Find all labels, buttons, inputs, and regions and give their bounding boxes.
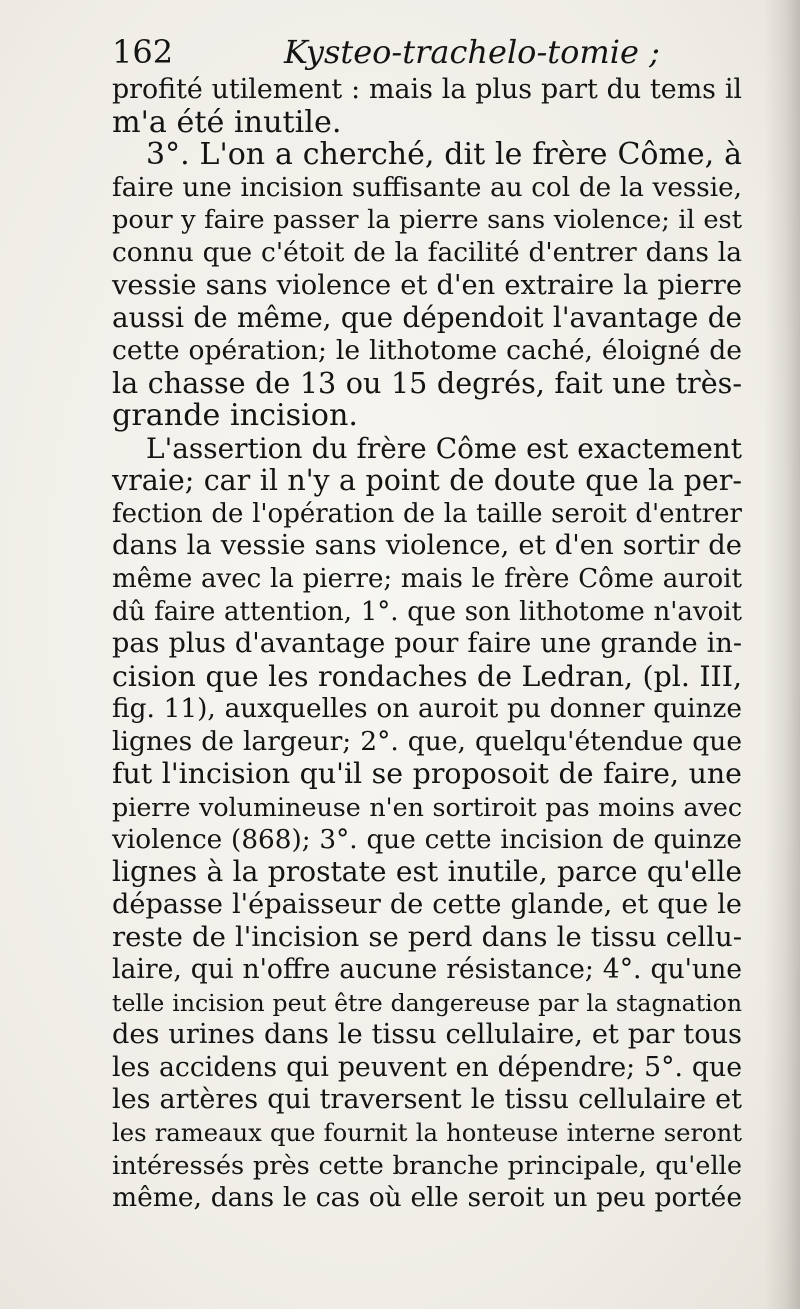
text-line: profité utilement : mais la plus part du tems il: [112, 74, 742, 105]
text-line: dépasse l'épaisseur de cette glande, et que le: [112, 888, 742, 920]
text-line: cision que les rondaches de Ledran, (pl. III,: [112, 659, 742, 693]
text-line: aussi de même, que dépendoit l'avantage de: [112, 301, 742, 335]
text-line: fig. 11), auxquelles on auroit pu donner quinze: [112, 694, 742, 725]
text-line: vraie; car il n'y a point de doute que la per-: [112, 464, 742, 498]
text-line: vessie sans violence et d'en extraire la pierre: [112, 269, 742, 301]
body-text: [112, 74, 742, 1215]
text-line: des urines dans le tissu cellulaire, et par tous: [112, 1019, 742, 1051]
text-line: pierre volumineuse n'en sortiroit pas moins avec: [112, 792, 742, 823]
running-title: Kysteo-trachelo-tomie ;: [284, 33, 660, 71]
page-header: [112, 28, 660, 76]
text-line: fection de l'opération de la taille seroit d'entrer: [112, 498, 742, 529]
text-line: la chasse de 13 ou 15 degrés, fait une très-: [112, 366, 742, 401]
text-line: faire une incision suffisante au col de la vessie,: [112, 172, 742, 203]
text-line: grande incision.: [112, 397, 358, 433]
page-number: 162: [112, 33, 174, 71]
text-line: 3°. L'on a cherché, dit le frère Côme, à: [146, 137, 742, 173]
text-line: cette opération; le lithotome caché, éloigné de: [112, 334, 742, 366]
text-line: m'a été inutile.: [112, 104, 342, 140]
text-line: reste de l'incision se perd dans le tissu cellu-: [112, 921, 742, 954]
text-line: L'assertion du frère Côme est exactement: [146, 431, 742, 465]
text-line: les rameaux que fournit la honteuse interne seront: [112, 1119, 742, 1147]
text-line: même avec la pierre; mais le frère Côme auroit: [112, 563, 742, 594]
text-line: dans la vessie sans violence, et d'en sortir de: [112, 530, 742, 562]
page-gutter-shadow: [764, 0, 800, 1309]
text-line: dû faire attention, 1°. que son lithotome n'avoit: [112, 596, 742, 627]
text-line: fut l'incision qu'il se proposoit de faire, une: [112, 757, 742, 791]
text-line: laire, qui n'offre aucune résistance; 4°. qu'une: [112, 954, 742, 986]
text-line: les accidens qui peuvent en dépendre; 5°. que: [112, 1051, 742, 1083]
text-line: violence (868); 3°. que cette incision de quinze: [112, 824, 742, 855]
text-line: telle incision peut être dangereuse par la stagnation: [112, 988, 742, 1017]
text-line: pas plus d'avantage pour faire une grande in-: [112, 628, 742, 660]
text-line: même, dans le cas où elle seroit un peu portée: [112, 1182, 742, 1214]
text-line: connu que c'étoit de la facilité d'entrer dans la: [112, 236, 742, 268]
text-line: lignes à la prostate est inutile, parce qu'elle: [112, 855, 742, 889]
text-line: intéressés près cette branche principale, qu'elle: [112, 1150, 742, 1181]
text-line: les artères qui traversent le tissu cellulaire et: [112, 1084, 742, 1116]
text-line: pour y faire passer la pierre sans violence; il est: [112, 205, 742, 236]
text-line: lignes de largeur; 2°. que, quelqu'étendue que: [112, 725, 742, 757]
